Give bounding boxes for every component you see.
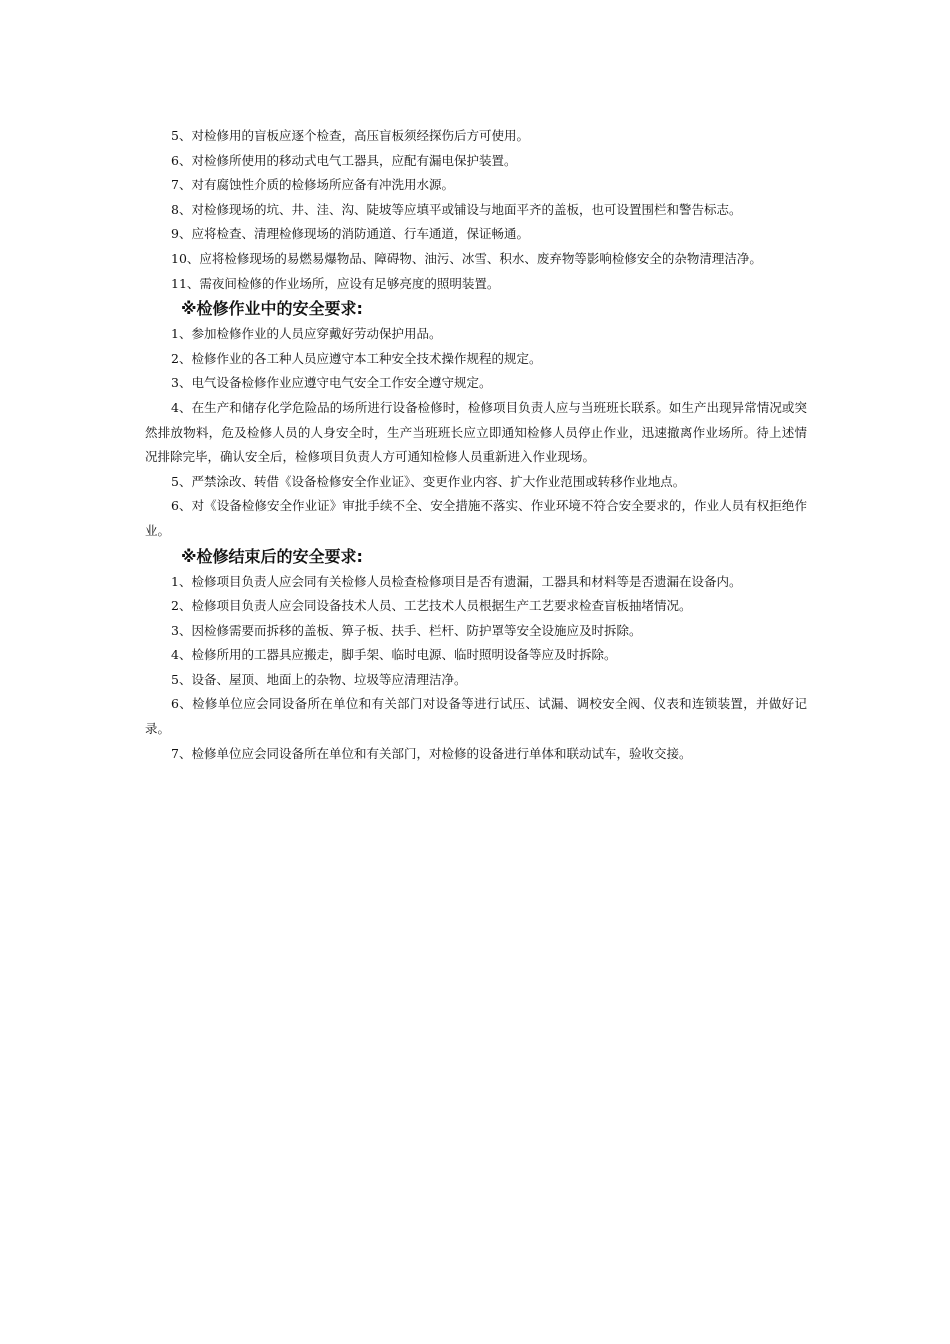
list-item: 5、严禁涂改、转借《设备检修安全作业证》、变更作业内容、扩大作业范围或转移作业地点。 [171, 473, 686, 489]
pre-work-section [145, 124, 807, 296]
list-item: 3、电气设备检修作业应遵守电气安全工作安全遵守规定。 [171, 375, 492, 391]
list-item: 4、在生产和储存化学危险品的场所进行设备检修时，检修项目负责人应与当班班长联系。如生产出现异常情况或突然排放物料，危及检修人员的人身安全时，生产当班班长应立即通知检修人员停止作业，迅速撤离作业场所。待上述情况排除完毕，确认安全后，检修项目负责人方可通知检修人员重新进入作业现场。 [145, 399, 807, 465]
list-item: 2、检修项目负责人应会同设备技术人员、工艺技术人员根据生产工艺要求检查盲板抽堵情况。 [171, 598, 692, 614]
list-item: 6、检修单位应会同设备所在单位和有关部门对设备等进行试压、试漏、调校安全阀、仪表和连锁装置，并做好记录。 [145, 696, 807, 737]
list-item: 10、应将检修现场的易燃易爆物品、障碍物、油污、冰雪、积水、废弃物等影响检修安全的杂物清理洁净。 [171, 250, 762, 266]
during-work-section [145, 322, 807, 543]
document-body [145, 124, 807, 766]
after-work-section [145, 570, 807, 767]
list-item: 5、对检修用的盲板应逐个检查，高压盲板须经探伤后方可使用。 [171, 128, 529, 143]
list-item: 1、参加检修作业的人员应穿戴好劳动保护用品。 [171, 326, 442, 342]
list-item: 1、检修项目负责人应会同有关检修人员检查检修项目是否有遗漏，工器具和材料等是否遗漏在设备内。 [171, 573, 742, 589]
list-item: 7、检修单位应会同设备所在单位和有关部门，对检修的设备进行单体和联动试车，验收交接。 [171, 745, 692, 761]
list-item: 6、对《设备检修安全作业证》审批手续不全、安全措施不落实、作业环境不符合安全要求的，作业人员有权拒绝作业。 [145, 498, 807, 538]
list-item: 5、设备、屋顶、地面上的杂物、垃圾等应清理洁净。 [171, 671, 467, 687]
list-item: 7、对有腐蚀性介质的检修场所应备有冲洗用水源。 [171, 177, 454, 193]
list-item: 9、应将检查、清理检修现场的消防通道、行车通道，保证畅通。 [171, 226, 529, 242]
list-item: 2、检修作业的各工种人员应遵守本工种安全技术操作规程的规定。 [171, 350, 542, 366]
section-heading-after: ※检修结束后的安全要求: [181, 546, 363, 566]
list-item: 6、对检修所使用的移动式电气工器具，应配有漏电保护装置。 [171, 152, 517, 168]
list-item: 3、因检修需要而拆移的盖板、箅子板、扶手、栏杆、防护罩等安全设施应及时拆除。 [171, 622, 642, 638]
list-item: 11、需夜间检修的作业场所，应设有足够亮度的照明装置。 [171, 275, 500, 291]
list-item: 8、对检修现场的坑、井、洼、沟、陡坡等应填平或铺设与地面平齐的盖板，也可设置围栏和警告标志。 [171, 201, 742, 217]
list-item: 4、检修所用的工器具应搬走，脚手架、临时电源、临时照明设备等应及时拆除。 [171, 647, 617, 663]
section-heading-during: ※检修作业中的安全要求: [181, 299, 363, 319]
